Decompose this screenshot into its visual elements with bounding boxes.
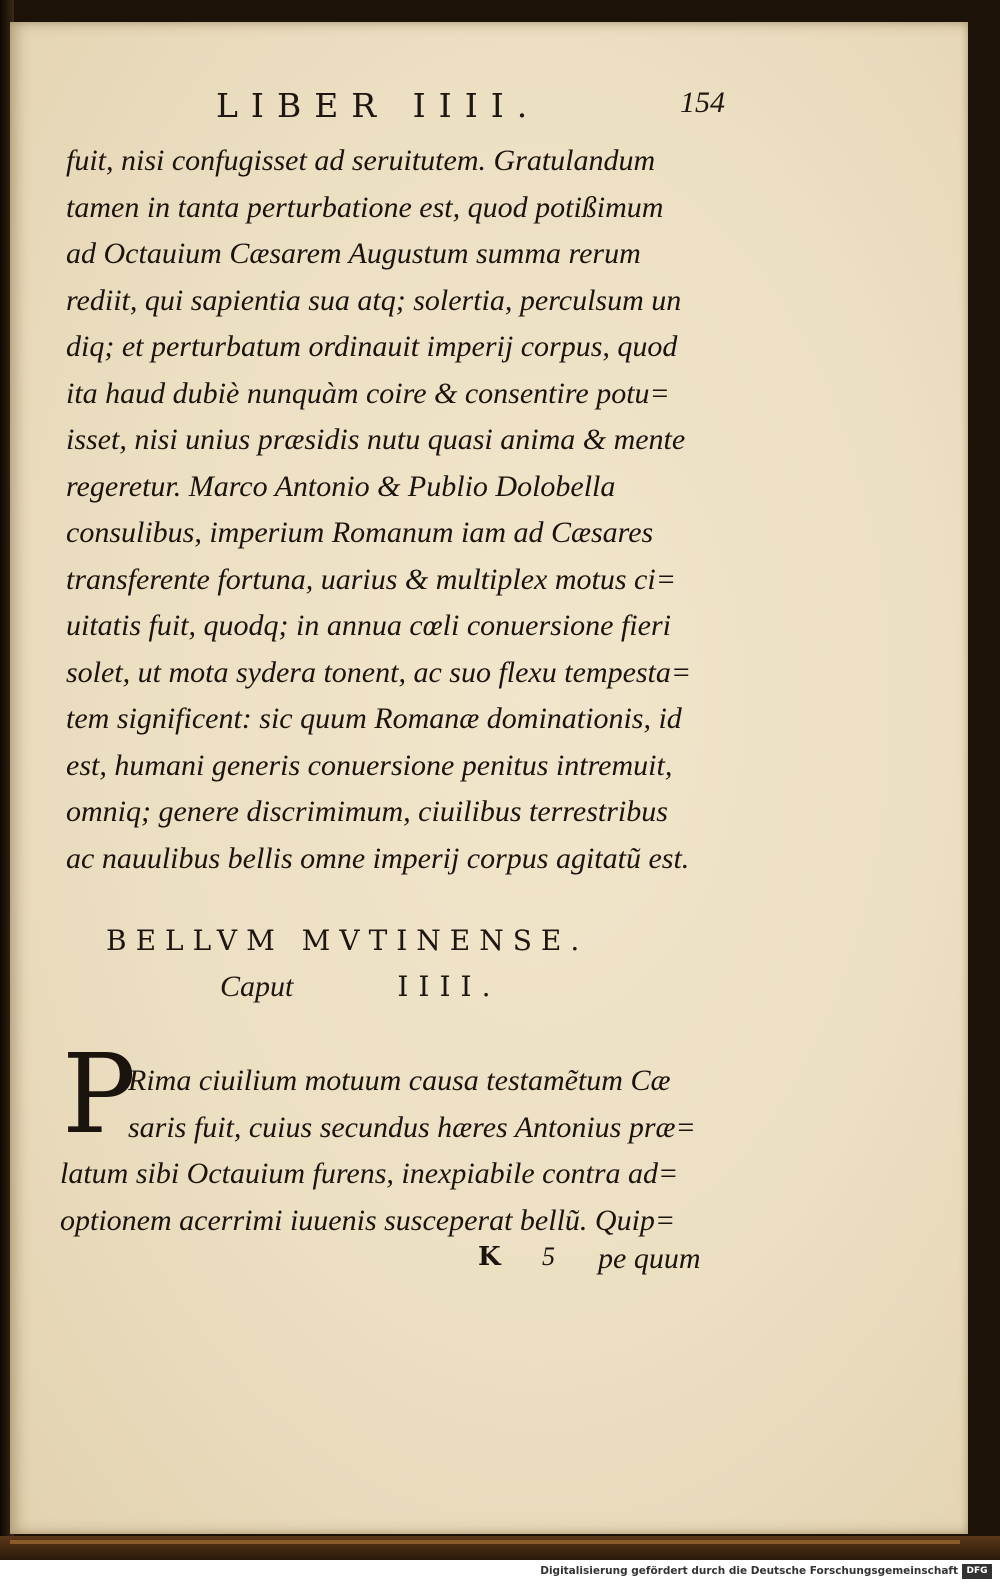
signature-mark: K (478, 1242, 501, 1272)
page-number: 154 (680, 86, 725, 119)
text-line: ita haud dubiè nunquàm coire & consentire potu= (66, 376, 670, 410)
signature-number: 5 (542, 1242, 555, 1271)
text-line: consulibus, imperium Romanum iam ad Cæsares (66, 516, 654, 549)
text-line: tamen in tanta perturbatione est, quod potißimum (66, 190, 664, 224)
paragraph-2 (60, 1058, 750, 1244)
text-line: regeretur. Marco Antonio & Publio Dolobella (66, 469, 616, 503)
text-line: ac nauulibus bellis omne imperij corpus agitatũ est. (66, 841, 690, 875)
text-line: solet, ut mota sydera tonent, ac suo flexu tempesta= (66, 655, 692, 689)
text-line: uitatis fuit, quodq; in annua cœli conuersione fieri (66, 609, 671, 642)
chapter-heading: BELLVM MVTINENSE. (106, 924, 589, 957)
running-title: LIBER IIII. (216, 86, 541, 125)
text-line: fuit, nisi confugisset ad seruitutem. Gratulandum (66, 144, 656, 177)
text-line: optionem acerrimi iuuenis susceperat bellũ. Quip= (60, 1203, 676, 1237)
text-line: omniq; genere discrimimum, ciuilibus terrestribus (66, 795, 668, 828)
text-line: tem significent: sic quum Romanæ dominationis, id (66, 702, 682, 735)
catchword: pe quum (598, 1242, 701, 1275)
text-line: est, humani generis conuersione penitus intremuit, (66, 748, 673, 782)
text-line: rediit, qui sapientia sua atq; solertia, perculsum un (66, 283, 682, 317)
paragraph-1 (66, 138, 746, 882)
text-line: isset, nisi unius præsidis nutu quasi anima & mente (66, 423, 686, 456)
digitization-footer (0, 1560, 1000, 1584)
drop-cap-initial: P (62, 1030, 137, 1158)
edge-stripe (10, 1540, 960, 1544)
page-bottom-edge (0, 1536, 1000, 1560)
text-line: saris fuit, cuius secundus hæres Antonius præ= (128, 1110, 696, 1144)
chapter-number: IIII. (397, 970, 501, 1003)
text-line: ad Octauium Cæsarem Augustum summa rerum (66, 237, 641, 270)
text-line: latum sibi Octauium furens, inexpiabile contra ad= (60, 1157, 679, 1190)
text-line: transferente fortuna, uarius & multiplex motus ci= (66, 562, 676, 596)
chapter-subheading (220, 970, 501, 1004)
funding-credit: Digitalisierung gefördert durch die Deutsche Forschungsgemeinschaft (540, 1565, 958, 1577)
text-line: Rima ciuilium motuum causa testamẽtum Cæ (128, 1064, 671, 1097)
text-line: diq; et perturbatum ordinauit imperij corpus, quod (66, 330, 678, 363)
dfg-logo-icon: DFG (962, 1564, 992, 1579)
caput-label: Caput (220, 970, 294, 1003)
